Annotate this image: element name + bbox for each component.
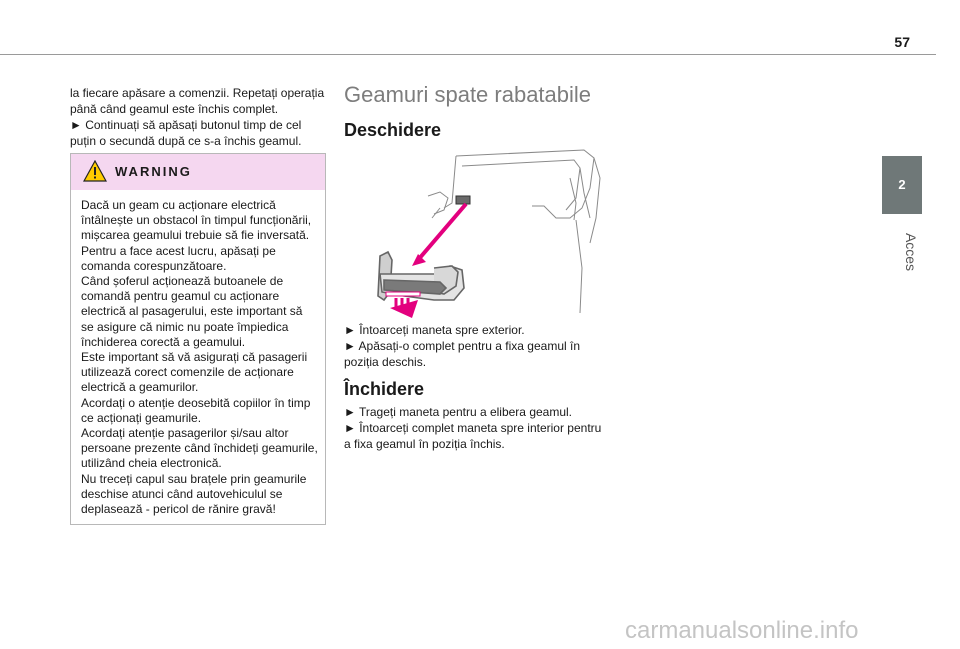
warning-line: comandă pentru geamul cu acționare — [81, 289, 280, 304]
warning-box — [70, 153, 326, 525]
warning-header — [71, 154, 325, 190]
warning-line: Dacă un geam cu acționare electrică — [81, 198, 276, 212]
intro-line: ► Continuați să apăsați butonul timp de cel — [70, 118, 302, 132]
warning-line: ce acționați geamurile. — [81, 410, 202, 425]
watermark: carmanualsonline.info — [625, 617, 859, 644]
header-divider — [0, 54, 936, 55]
warning-line: comanda corespunzătoare. — [81, 258, 227, 273]
warning-line: închiderea corectă a geamului. — [81, 334, 246, 349]
opening-heading: Deschidere — [344, 120, 442, 140]
chapter-tab[interactable]: 2 — [882, 156, 922, 214]
closing-step-line: ► Întoarceți complet maneta spre interior pentru — [344, 421, 602, 435]
closing-step-line: a fixa geamul în poziția închis. — [344, 437, 505, 451]
warning-line: electrică a geamurilor. — [81, 380, 199, 395]
warning-line: Când șoferul acționează butoanele de — [81, 274, 284, 289]
intro-line: până când geamul este închis complet. — [70, 102, 279, 116]
warning-line: Acordați atenție pasagerilor și/sau altor — [81, 426, 289, 441]
warning-line: Pentru a face acest lucru, apăsați pe — [81, 243, 276, 258]
warning-line: se asigure că nimic nu poate împiedica — [81, 319, 289, 334]
opening-step-line: poziția deschis. — [344, 355, 427, 369]
rear-window-latch-illustration — [344, 148, 606, 318]
warning-line: întâlnește un obstacol în timpul funcționării, — [81, 213, 312, 228]
warning-line: utilizează corect comenzile de acționare — [81, 365, 294, 380]
closing-steps — [344, 404, 601, 452]
intro-line: la fiecare apăsare a comenzii. Repetați operația — [70, 86, 325, 100]
warning-triangle-icon — [83, 160, 107, 182]
page-number: 57 — [894, 34, 910, 50]
warning-title: WARNING — [115, 164, 192, 179]
warning-line: Este important să vă asigurați că pasagerii — [81, 350, 308, 365]
opening-step-line: ► Întoarceți maneta spre exterior. — [344, 323, 525, 337]
warning-line: electrică al pasagerului, este important să — [81, 304, 303, 319]
opening-step-line: ► Apăsați-o complet pentru a fixa geamul în — [344, 339, 581, 353]
warning-line: Nu treceți capul sau brațele prin geamurile — [81, 471, 307, 486]
intro-line: puțin o secundă după ce s-a închis geamul. — [70, 134, 302, 148]
warning-line: deplasează - pericol de rănire gravă! — [81, 502, 276, 517]
intro-text — [70, 85, 326, 157]
closing-step-line: ► Trageți maneta pentru a elibera geamul. — [344, 405, 573, 419]
warning-body — [71, 190, 325, 517]
chapter-label: Acces — [903, 232, 919, 272]
warning-line: utilizând cheia electronică. — [81, 456, 222, 471]
warning-line: Acordați o atenție deosebită copiilor în timp — [81, 395, 311, 410]
warning-line: persoane prezente când închideți geamurile, — [81, 441, 318, 456]
warning-line: deschise atunci când autovehiculul se — [81, 486, 283, 501]
closing-heading: Închidere — [344, 379, 425, 399]
warning-line: mișcarea geamului trebuie să fie inversată. — [81, 228, 310, 243]
opening-steps — [344, 322, 580, 370]
section-title: Geamuri spate rabatabile — [344, 82, 592, 107]
